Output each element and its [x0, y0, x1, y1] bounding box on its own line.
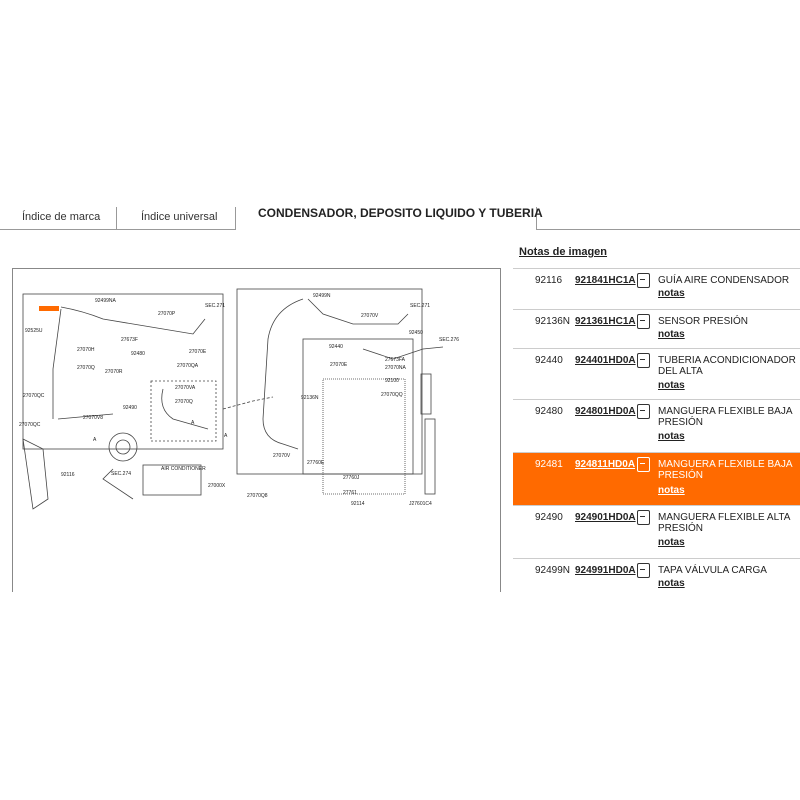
notes-link[interactable]: notas — [658, 578, 685, 589]
part-number-link[interactable]: 924991HD0A — [575, 565, 636, 576]
parts-diagram[interactable] — [12, 268, 501, 592]
tab-universal-index[interactable]: Índice universal — [141, 211, 218, 223]
callout-label[interactable]: 92499N — [313, 293, 331, 299]
note-icon[interactable] — [637, 563, 650, 578]
image-notes-link[interactable]: Notas de imagen — [519, 246, 608, 258]
note-icon[interactable] — [637, 404, 650, 419]
callout-label[interactable]: 27070E — [189, 349, 207, 355]
callout-label[interactable]: SEC.274 — [111, 471, 132, 477]
callout-label[interactable]: 27760J — [343, 475, 360, 481]
pipe-line — [61, 307, 205, 334]
page-title: CONDENSADOR, DEPOSITO LIQUIDO Y TUBERIA — [258, 206, 543, 220]
receiver-drier — [421, 374, 431, 414]
notes-link[interactable]: notas — [658, 485, 685, 496]
part-number-link[interactable]: 921841HC1A — [575, 275, 636, 286]
part-description: GUÍA AIRE CONDENSADOR — [658, 275, 790, 286]
part-description: MANGUERA FLEXIBLE BAJA PRESIÓN — [658, 459, 792, 481]
callout-label[interactable]: 27070V8 — [83, 415, 104, 421]
callout-label[interactable]: 27673FA — [385, 357, 406, 363]
notes-link[interactable]: notas — [658, 431, 685, 442]
callout-label[interactable]: 92116 — [61, 472, 75, 478]
note-icon[interactable] — [637, 314, 650, 329]
part-description: MANGUERA FLEXIBLE BAJA PRESIÓN — [658, 406, 792, 428]
tab-underline — [536, 229, 800, 230]
callout-label[interactable]: 27761 — [343, 490, 357, 496]
part-number-link[interactable]: 921361HC1A — [575, 316, 636, 327]
callout-label[interactable]: 27070V — [361, 313, 379, 319]
callout-label[interactable]: 27070Q — [175, 399, 193, 405]
callout-label[interactable]: A — [224, 433, 228, 439]
list-item[interactable] — [513, 505, 800, 558]
callout-label[interactable]: 27070VA — [175, 385, 196, 391]
part-number-link[interactable]: 924901HD0A — [575, 512, 636, 523]
callout-label[interactable]: J27601C4 — [409, 501, 432, 507]
bracket — [23, 439, 48, 509]
parts-list — [513, 268, 800, 597]
callout-label[interactable]: SEC.271 — [205, 303, 226, 309]
diagram-labels — [19, 293, 459, 507]
notes-link[interactable]: notas — [658, 288, 685, 299]
notes-link[interactable]: notas — [658, 537, 685, 548]
callout-label[interactable]: 92136N — [301, 395, 319, 401]
callout-label[interactable]: SEC.271 — [410, 303, 431, 309]
note-icon[interactable] — [637, 457, 650, 472]
callout-label[interactable]: AIR CONDITIONER — [161, 466, 206, 472]
list-item[interactable] — [513, 309, 800, 348]
callout-label[interactable]: 27070E — [330, 362, 348, 368]
callout-label[interactable]: 27070V — [273, 453, 291, 459]
pipe-line — [162, 389, 208, 429]
ref-code: 92490 — [535, 512, 563, 523]
notes-link[interactable]: notas — [658, 329, 685, 340]
receiver-drier — [425, 419, 435, 494]
tab-brand-index[interactable]: Índice de marca — [22, 211, 101, 223]
callout-label[interactable]: 27070Q8 — [247, 493, 268, 499]
part-number-link[interactable]: 924811HD0A — [575, 459, 636, 470]
compressor — [116, 440, 130, 454]
notes-link[interactable]: notas — [658, 380, 685, 391]
callout-label[interactable]: 92525U — [25, 328, 43, 334]
list-item-selected[interactable] — [513, 452, 800, 505]
callout-label[interactable]: 27070QA — [177, 363, 199, 369]
ref-code: 92136N — [535, 316, 571, 327]
callout-label[interactable]: 92490 — [123, 405, 137, 411]
note-icon[interactable] — [637, 273, 650, 288]
pipe-line — [53, 309, 61, 419]
callout-label[interactable]: 92499NA — [95, 298, 116, 304]
note-icon[interactable] — [637, 353, 650, 368]
callout-label[interactable]: 27070R — [105, 369, 123, 375]
callout-label[interactable]: 27070QC — [19, 422, 41, 428]
callout-label[interactable]: 27070H — [77, 347, 95, 353]
tab-divider — [116, 207, 117, 229]
list-item[interactable] — [513, 399, 800, 452]
note-icon[interactable] — [637, 510, 650, 525]
callout-label[interactable]: 27070Q — [77, 365, 95, 371]
callout-label[interactable]: A — [93, 437, 97, 443]
ref-code: 92440 — [535, 355, 563, 366]
tab-underline — [0, 229, 236, 230]
callout-label[interactable]: 27070NA — [385, 365, 406, 371]
callout-label[interactable]: 27070P — [158, 311, 176, 317]
tab-divider — [235, 207, 236, 229]
callout-label[interactable]: SEC.276 — [439, 337, 460, 343]
callout-label[interactable]: 27000X — [208, 483, 226, 489]
list-item[interactable] — [513, 348, 800, 399]
callout-label[interactable]: 92440 — [329, 344, 343, 350]
callout-label[interactable]: 92114 — [351, 501, 365, 507]
callout-label[interactable]: 27070QQ — [381, 392, 403, 398]
ref-code: 92499N — [535, 565, 571, 576]
part-description: SENSOR PRESIÓN — [658, 316, 749, 327]
callout-label[interactable]: 92480 — [131, 351, 145, 357]
pipe-line — [223, 397, 273, 409]
highlight-tag — [39, 306, 59, 311]
part-description: MANGUERA FLEXIBLE ALTA PRESIÓN — [658, 512, 790, 534]
pipe-line — [263, 299, 303, 449]
pipe-line — [308, 299, 408, 324]
ref-code: 92480 — [535, 406, 563, 417]
ref-code: 92116 — [535, 275, 563, 286]
callout-label[interactable]: 27760E — [307, 460, 325, 466]
callout-label[interactable]: A — [191, 420, 195, 426]
callout-label[interactable]: 92100 — [385, 378, 399, 384]
list-item[interactable] — [513, 558, 800, 597]
part-number-link[interactable]: 924801HD0A — [575, 406, 636, 417]
compressor — [109, 433, 137, 461]
diagram-svg — [13, 269, 500, 592]
callout-label[interactable]: 92450 — [409, 330, 423, 336]
callout-label[interactable]: 27070QC — [23, 393, 45, 399]
part-description: TAPA VÁLVULA CARGA — [658, 565, 767, 576]
ref-code: 92481 — [535, 459, 563, 470]
callout-label[interactable]: 27673F — [121, 337, 138, 343]
part-number-link[interactable]: 924401HD0A — [575, 355, 636, 366]
list-item[interactable] — [513, 268, 800, 309]
part-description: TUBERIA ACONDICIONADOR DEL ALTA — [658, 355, 796, 377]
